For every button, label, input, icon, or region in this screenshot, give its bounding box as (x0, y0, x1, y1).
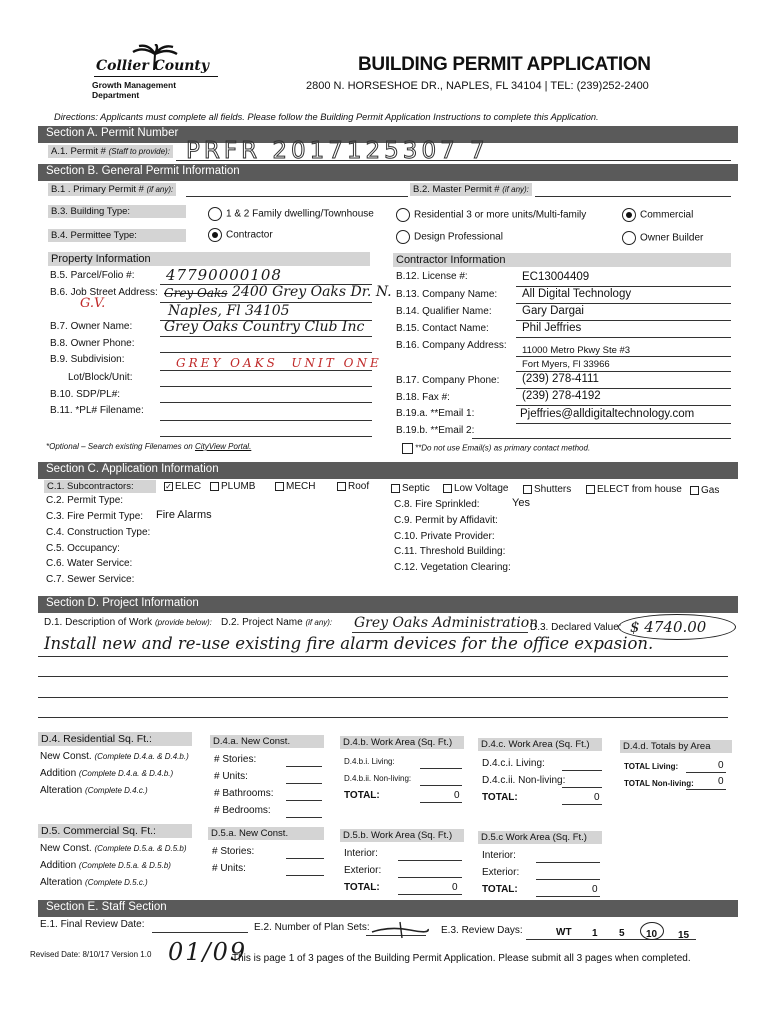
b7-label: B.7. Owner Name: (50, 321, 133, 332)
b8-label: B.8. Owner Phone: (50, 338, 135, 349)
radio-contractor-circle[interactable] (208, 228, 222, 242)
owner-name-value[interactable]: Grey Oaks Country Club Inc (164, 319, 365, 335)
b18-label: B.18. Fax #: (396, 392, 450, 403)
d5a-stories: # Stories: (212, 846, 255, 857)
radio-residential[interactable] (396, 208, 586, 222)
sub-roof[interactable] (337, 481, 369, 492)
company-name-value[interactable]: All Digital Technology (522, 288, 632, 300)
b16-label: B.16. Company Address: (396, 340, 507, 351)
b2-note: (if any): (502, 185, 529, 194)
elec-checkbox[interactable]: ✓ (165, 481, 172, 491)
d4bi-label: D.4.b.i. Living: (344, 757, 395, 766)
alteration-res-note: (Complete D.4.c.) (85, 786, 148, 795)
new-const-com-note: (Complete D.5.a. & D.5.b) (94, 844, 187, 853)
company-address-line1[interactable]: 11000 Metro Pkwy Ste #3 (522, 345, 631, 356)
plumb-label: PLUMB (221, 481, 256, 492)
section-e-header: Section E. Staff Section (38, 900, 738, 917)
d4b-total-label: TOTAL: (344, 790, 380, 801)
page-footer: This is page 1 of 3 pages of the Building Permit Application. Please submit all 3 pages when completed. (232, 953, 691, 964)
new-const-com (40, 843, 187, 854)
review-10-circle (640, 922, 664, 940)
lowvolt-label: Low Voltage (454, 483, 509, 494)
d5c-exterior: Exterior: (482, 867, 520, 878)
b19a-label: B.19.a. **Email 1: (396, 408, 475, 419)
addition-com-note: (Complete D.5.a. & D.5.b) (78, 861, 171, 870)
company-address-line2[interactable]: Fort Myers, Fl 33966 (522, 359, 610, 370)
d4-label: D.4. Residential Sq. Ft.: (38, 732, 192, 746)
lot-label: Lot/Block/Unit: (68, 372, 133, 383)
d1-note: (provide below): (154, 618, 212, 627)
d4a-units: # Units: (214, 771, 248, 782)
review-1[interactable]: 1 (592, 928, 598, 939)
d4a-bathrooms: # Bathrooms: (214, 788, 274, 799)
d5b-interior-field[interactable] (398, 860, 462, 861)
mech-label: MECH (286, 481, 316, 492)
roof-checkbox[interactable] (337, 482, 346, 491)
d5c-interior: Interior: (482, 850, 516, 861)
b9-label: B.9. Subdivision: (50, 354, 125, 365)
handwritten-date: 01/09 (168, 938, 248, 966)
sub-elec[interactable] (164, 481, 201, 492)
d2-label (221, 617, 332, 628)
b13-label: B.13. Company Name: (396, 289, 498, 300)
d5a-stories-field[interactable] (286, 858, 324, 859)
total-living-label: TOTAL Living: (624, 762, 679, 771)
gas-label: Gas (701, 485, 720, 496)
master-permit-field[interactable] (535, 196, 731, 197)
d5b-interior: Interior: (344, 848, 378, 859)
do-not-use-text: **Do not use Email(s) as primary contact method. (415, 443, 591, 453)
c7-label: C.7. Sewer Service: (46, 574, 135, 585)
section-c-header: Section C. Application Information (38, 462, 738, 479)
c1-label: C.1. Subcontractors: (44, 480, 156, 493)
d2-text: D.2. Project Name (221, 617, 303, 628)
permit-number-stamp[interactable]: PRFR 2017125307 7 (186, 138, 489, 164)
company-phone-value[interactable]: (239) 278-4111 (522, 373, 599, 385)
d3-label: D.3. Declared Value: (530, 622, 622, 633)
radio-commercial-label: Commercial (640, 209, 694, 221)
review-wt[interactable]: WT (556, 927, 572, 938)
email1-value[interactable]: Pjeffries@alldigitaltechnology.com (520, 408, 695, 420)
county-logo (84, 44, 224, 100)
sub-septic[interactable] (391, 483, 430, 494)
b11-label: B.11. *PL# Filename: (50, 405, 144, 416)
sub-mech[interactable] (275, 481, 315, 492)
d4bii-label: D.4.b.ii. Non-living: (344, 774, 412, 783)
sub-lowvolt[interactable] (443, 483, 509, 494)
qualifier-value[interactable]: Gary Dargai (522, 305, 584, 317)
total-nonliving-label: TOTAL Non-living: (624, 779, 694, 788)
radio-12family-circle[interactable] (208, 207, 222, 221)
section-b-header: Section B. General Permit Information (38, 164, 738, 181)
e1-label: E.1. Final Review Date: (40, 919, 145, 930)
radio-12family-label: 1 & 2 Family dwelling/Townhouse (226, 208, 374, 220)
fire-sprinkled-value[interactable]: Yes (512, 497, 530, 509)
d4cii-label: D.4.c.ii. Non-living: (482, 775, 566, 786)
c6-label: C.6. Water Service: (46, 558, 133, 569)
electhouse-checkbox[interactable] (586, 485, 595, 494)
alteration-com (40, 877, 148, 888)
addition-res (40, 768, 173, 779)
radio-owner-circle[interactable] (622, 231, 636, 245)
d5c-interior-field[interactable] (536, 862, 600, 863)
addition-res-text: Addition (40, 768, 77, 779)
revised-date: Revised Date: 8/10/17 Version 1.0 (30, 950, 152, 959)
d4a-units-field[interactable] (286, 783, 322, 784)
radio-design-circle[interactable] (396, 230, 410, 244)
email2-field[interactable] (472, 438, 731, 439)
address-strike: Grey Oaks (164, 286, 228, 300)
electhouse-label: ELECT from house (597, 484, 682, 495)
d5c-total: 0 (592, 884, 598, 895)
c2-label: C.2. Permit Type: (46, 495, 124, 506)
logo-wordmark: Collier County (96, 58, 210, 74)
alteration-com-text: Alteration (40, 877, 83, 888)
new-const-com-text: New Const. (40, 843, 92, 854)
c8-label: C.8. Fire Sprinkled: (394, 499, 480, 510)
sub-plumb[interactable] (210, 481, 255, 492)
radio-residential-circle[interactable] (396, 208, 410, 222)
d4a-bedrooms: # Bedrooms: (214, 805, 271, 816)
radio-12family[interactable] (208, 207, 374, 221)
owner-phone-field[interactable] (160, 352, 372, 353)
lowvolt-checkbox[interactable] (443, 484, 452, 493)
lot-field[interactable] (160, 386, 372, 387)
shutters-label: Shutters (534, 484, 572, 495)
a1-label (48, 145, 173, 158)
roof-label: Roof (348, 481, 370, 492)
radio-commercial-circle[interactable] (622, 208, 636, 222)
d4c-total-label: TOTAL: (482, 792, 518, 803)
d5c-label: D.5.c Work Area (Sq. Ft.) (478, 831, 602, 844)
directions: Directions: Applicants must complete all fields. Please follow the Building Permit Application Instructions to complete this Application. (54, 112, 599, 122)
a1-label-text: A.1. Permit # (51, 146, 106, 157)
b15-label: B.15. Contact Name: (396, 323, 489, 334)
primary-permit-field[interactable] (186, 196, 408, 197)
d4a-bathrooms-field[interactable] (286, 800, 322, 801)
d4b-label: D.4.b. Work Area (Sq. Ft.) (340, 736, 464, 749)
new-const-res (40, 751, 189, 762)
elec-label: ELEC (175, 481, 202, 492)
c11-label: C.11. Threshold Building: (394, 546, 506, 557)
c4-label: C.4. Construction Type: (46, 527, 151, 538)
radio-residential-label: Residential 3 or more units/Multi-family (414, 209, 587, 221)
radio-commercial[interactable] (622, 208, 693, 222)
b10-label: B.10. SDP/PL#: (50, 389, 121, 400)
d4ci-field[interactable] (562, 770, 602, 771)
declared-value[interactable]: $ 4740.00 (630, 618, 707, 636)
addition-com (40, 860, 171, 871)
radio-contractor[interactable] (208, 228, 273, 242)
addition-com-text: Addition (40, 860, 77, 871)
d5a-label: D.5.a. New Const. (208, 827, 324, 840)
d4c-label: D.4.c. Work Area (Sq. Ft.) (478, 738, 602, 751)
d5b-exterior-field[interactable] (398, 877, 462, 878)
d4ci-label: D.4.c.i. Living: (482, 758, 545, 769)
b6-initials: G.V. (80, 296, 106, 311)
d4a-stories: # Stories: (214, 754, 257, 765)
b19b-label: B.19.b. **Email 2: (396, 425, 475, 436)
addition-res-note: (Complete D.4.a. & D.4.b.) (78, 769, 174, 778)
do-not-use-note (402, 443, 590, 454)
d4cii-field[interactable] (562, 787, 602, 788)
b17-label: B.17. Company Phone: (396, 375, 500, 386)
d4bii-field[interactable] (420, 785, 462, 786)
b2-text: B.2. Master Permit # (413, 184, 500, 195)
fax-value[interactable]: (239) 278-4192 (522, 390, 601, 402)
alteration-com-note: (Complete D.5.c.) (85, 878, 148, 887)
radio-owner-label: Owner Builder (640, 232, 704, 244)
plan-sets-scribble (370, 920, 430, 940)
contact-name-value[interactable]: Phil Jeffries (522, 322, 582, 334)
do-not-use-checkbox[interactable] (402, 443, 413, 454)
radio-design[interactable] (396, 230, 503, 244)
d5-label: D.5. Commercial Sq. Ft.: (38, 824, 192, 838)
b12-label: B.12. License #: (396, 271, 468, 282)
septic-label: Septic (402, 483, 430, 494)
d4c-total: 0 (594, 792, 600, 803)
b3-label: B.3. Building Type: (48, 205, 186, 218)
section-d-header: Section D. Project Information (38, 596, 738, 613)
sdp-field[interactable] (160, 402, 372, 403)
d4bi-field[interactable] (420, 768, 462, 769)
d1-text: D.1. Description of Work (44, 617, 153, 628)
alteration-res (40, 785, 148, 796)
shutters-checkbox[interactable] (523, 485, 532, 494)
optional-note (46, 442, 251, 451)
review-10[interactable]: 10 (646, 929, 658, 940)
d5a-units: # Units: (212, 863, 246, 874)
b2-label (410, 183, 532, 196)
d1-label (44, 617, 212, 628)
parcel-value[interactable]: 47790000108 (166, 266, 282, 284)
logo-department: Growth Management Department (92, 80, 177, 100)
d2-note: (if any): (305, 618, 333, 627)
radio-owner[interactable] (622, 231, 703, 245)
plumb-checkbox[interactable] (210, 482, 219, 491)
review-5[interactable]: 5 (619, 928, 625, 939)
section-a-header: Section A. Permit Number (38, 126, 738, 143)
sub-shutters[interactable] (523, 484, 571, 495)
d5b-label: D.5.b. Work Area (Sq. Ft.) (340, 829, 464, 842)
a1-note: (Staff to provide): (108, 147, 170, 156)
d5c-exterior-field[interactable] (536, 879, 600, 880)
contractor-info-header: Contractor Information (393, 253, 731, 267)
b1-text: B.1 . Primary Permit # (51, 184, 144, 195)
d4a-bedrooms-field[interactable] (286, 817, 322, 818)
b14-label: B.14. Qualifier Name: (396, 306, 492, 317)
review-15[interactable]: 15 (678, 930, 690, 941)
total-living-value: 0 (718, 760, 724, 771)
header-address: 2800 N. HORSESHOE DR., NAPLES, FL 34104 | TEL: (239)252-2400 (306, 80, 649, 92)
gas-checkbox[interactable] (690, 486, 699, 495)
fire-permit-type-value[interactable]: Fire Alarms (156, 509, 212, 521)
project-name-value[interactable]: Grey Oaks Administration (354, 615, 539, 631)
d4a-label: D.4.a. New Const. (210, 735, 324, 748)
b6-label: B.6. Job Street Address: (50, 287, 158, 298)
d5b-exterior: Exterior: (344, 865, 382, 876)
optional-note-text: *Optional – Search existing Filenames on (46, 442, 193, 451)
b1-note: (if any): (146, 185, 174, 194)
c5-label: C.5. Occupancy: (46, 543, 120, 554)
pl-filename-field[interactable] (160, 420, 372, 421)
radio-design-label: Design Professional (414, 231, 503, 243)
total-nonliving-value: 0 (718, 776, 724, 787)
d5a-units-field[interactable] (286, 875, 324, 876)
work-description[interactable]: Install new and re-use existing fire alarm devices for the office expasion. (44, 634, 654, 653)
new-const-res-note: (Complete D.4.a. & D.4.b.) (94, 752, 189, 761)
alteration-res-text: Alteration (40, 785, 83, 796)
c10-label: C.10. Private Provider: (394, 531, 495, 542)
d5b-total-label: TOTAL: (344, 882, 380, 893)
c12-label: C.12. Vegetation Clearing: (394, 562, 511, 573)
e2-label: E.2. Number of Plan Sets: (254, 922, 370, 933)
radio-contractor-label: Contractor (226, 229, 273, 241)
b4-label: B.4. Permittee Type: (48, 229, 186, 242)
subdivision-value[interactable]: GREY OAKS UNIT ONE (176, 356, 382, 370)
license-value[interactable]: EC13004409 (522, 271, 590, 283)
form-title: BUILDING PERMIT APPLICATION (358, 54, 651, 75)
d4b-total: 0 (454, 790, 460, 801)
sub-gas[interactable] (690, 485, 719, 496)
cityview-link[interactable]: CityView Portal. (194, 442, 252, 451)
sub-electhouse[interactable] (586, 484, 682, 495)
address-line1[interactable]: 2400 Grey Oaks Dr. N. (232, 284, 392, 300)
d5c-total-label: TOTAL: (482, 884, 518, 895)
e3-label: E.3. Review Days: (441, 925, 523, 936)
new-const-res-text: New Const. (40, 751, 92, 762)
d4a-stories-field[interactable] (286, 766, 322, 767)
septic-checkbox[interactable] (391, 484, 400, 493)
property-info-header: Property Information (48, 252, 370, 266)
b5-label: B.5. Parcel/Folio #: (50, 270, 135, 281)
b1-label (48, 183, 176, 196)
d5b-total: 0 (452, 882, 458, 893)
c9-label: C.9. Permit by Affidavit: (394, 515, 498, 526)
final-review-date-field[interactable] (152, 932, 248, 933)
address-line2[interactable]: Naples, Fl 34105 (168, 303, 290, 319)
c3-label: C.3. Fire Permit Type: (46, 511, 144, 522)
mech-checkbox[interactable] (275, 482, 284, 491)
d4d-label: D.4.d. Totals by Area (620, 740, 732, 753)
